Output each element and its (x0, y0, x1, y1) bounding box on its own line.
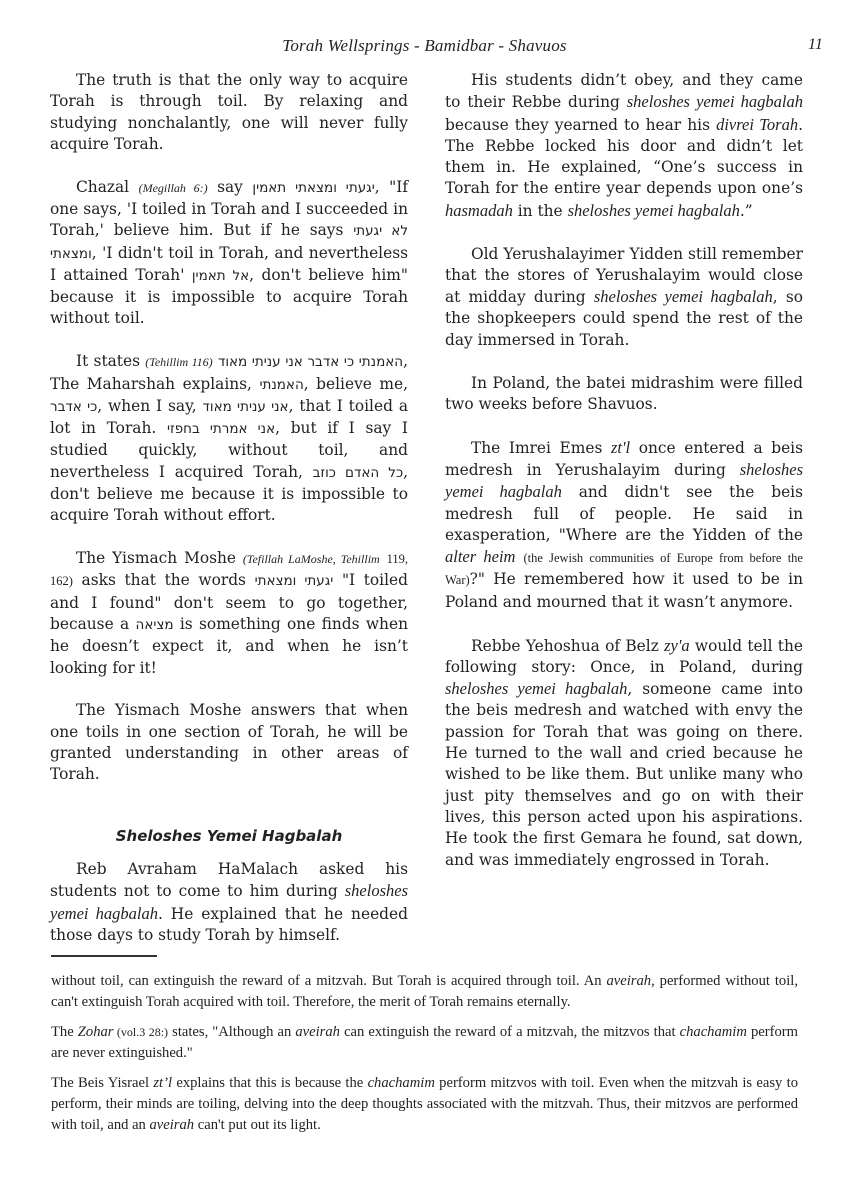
hebrew-quote: אני עניתי מאוד (202, 398, 289, 415)
paragraph (50, 548, 408, 679)
text: , "If one says, 'I toiled in Torah and I succeeded in Torah,' believe him. But if he says (50, 177, 409, 240)
text: , performed without toil, can't extinguish Torah acquired with toil. Therefore, the merit of Torah remains eternally. (51, 973, 798, 1010)
text: . He explained that he needed those days to study Torah by himself. (50, 904, 408, 944)
parenthetical-note: (the Jewish communities of Europe from before the War) (445, 551, 803, 588)
paragraph (445, 244, 803, 351)
italic-term: sheloshes yemei hagbalah (445, 459, 803, 502)
running-header (0, 36, 849, 60)
paragraph (445, 70, 803, 222)
text: , 'I didn't toil in Torah, and nevertheless I attained Torah' (50, 243, 408, 284)
text: , believe me, (303, 374, 408, 393)
italic-term: sheloshes yemei hagbalah (593, 287, 773, 307)
italic-term: zt’l (153, 1075, 173, 1092)
text: The Imrei Emes (471, 438, 611, 457)
text: , that I toiled a lot in Torah. (50, 396, 408, 438)
text: perform mitzvos with toil. Even when the mitzvah is easy to perform, their minds are toiling, delving into the deep thoughts associated with the mitzvah. Thus, their mitzvos are performed with toil, and an (51, 1075, 799, 1133)
hebrew-quote: יגעתי ומצאתי תאמין (252, 179, 375, 196)
source-citation: (Megillah 6:) (138, 180, 208, 195)
paragraph (445, 437, 803, 613)
source-citation-cont: 119, 162) (50, 552, 408, 589)
text: would tell the following story: Once, in Poland, during (445, 636, 803, 676)
text: can extinguish the reward of a mitzvah, the mitzvos that (339, 1024, 680, 1041)
hebrew-quote: יגעתי ומצאתי (254, 573, 334, 590)
italic-term: sheloshes yemei hagbalah (567, 200, 740, 220)
paragraph (50, 859, 408, 946)
italic-term: aveirah (149, 1116, 195, 1133)
text: Chazal (76, 177, 139, 196)
text: . The Rebbe locked his door and didn’t let them in. He explained, “One’s success in Torah for the entire year depends upon one’s (445, 115, 803, 198)
italic-term: sheloshes yemei hagbalah (445, 679, 628, 699)
text: The (51, 1024, 78, 1041)
italic-term: zt'l (610, 437, 631, 457)
text: asks that the words (72, 571, 255, 590)
text: is something one finds when he doesn’t expect it, and when he isn’t looking for it! (50, 615, 408, 677)
page-number: 11 (808, 36, 823, 53)
text: Old Yerushalayimer Yidden still remember that the stores of Yerushalayim would close at midday during (445, 244, 803, 307)
text: "I toiled and I found" don't seem to go together, because a (50, 571, 408, 634)
text: Rebbe Yehoshua of Belz (471, 636, 665, 655)
italic-term: chachamim (367, 1075, 435, 1092)
italic-term: Zohar (77, 1024, 114, 1041)
hebrew-quote: אל תאמין (191, 267, 250, 284)
source-citation: (vol.3 28:) (113, 1025, 169, 1040)
text: The Yismach Moshe (76, 549, 243, 568)
paragraph: The truth is that the only way to acquire Torah is through toil. By relaxing and studying nonchalantly, one will never fully acquire Torah. (50, 71, 408, 153)
italic-term: chachamim (679, 1024, 747, 1041)
text: and didn't see the beis medresh full of people. He said in exasperation, "Where are the Yidden of the (445, 483, 803, 544)
hebrew-quote: האמנתי כי אדבר אני עניתי מאוד (217, 354, 404, 371)
text: say (207, 177, 253, 196)
italic-term: zy'a (664, 635, 690, 655)
text: , The Maharshah explains, (50, 352, 408, 393)
section-heading: Sheloshes Yemei Hagbalah (115, 826, 343, 845)
footnote (51, 1022, 798, 1063)
text: can't put out its light. (194, 1116, 321, 1133)
text: perform are never extinguished." (51, 1024, 799, 1061)
text: ?" He remembered how it used to be in Poland and mourned that it wasn’t anymore. (445, 570, 803, 611)
book-title: Torah Wellsprings - Bamidbar - Shavuos (282, 36, 567, 55)
italic-term: sheloshes yemei hagbalah (50, 881, 408, 923)
hebrew-quote: כל האדם כוזב (312, 464, 404, 481)
paragraph (50, 351, 408, 526)
italic-term: aveirah (295, 1024, 340, 1041)
footnote-separator (51, 955, 157, 957)
text: , don't believe him" because it is impossible to acquire Torah without toil. (50, 265, 408, 328)
text: in the (512, 201, 568, 220)
text: , someone came into the beis medresh and watched with envy the passion for Torah that was going on there. He turned to the wall and cried because he wished to be like them. But unlike many who just pity themselves and go on with their lives, this person acted upon his aspirations. He took the first Gemara he found, sat down, and was immediately engrossed in Torah. (445, 680, 803, 869)
italic-term: divrei Torah (716, 114, 799, 134)
hebrew-quote: לא יגעתי ומצאתי (50, 223, 408, 262)
text: His students didn’t obey, and they came to their Rebbe during (445, 71, 803, 112)
paragraph: The Yismach Moshe answers that when one toils in one section of Torah, he will be granted understanding in other areas of Torah. (50, 701, 408, 784)
text: because they yearned to hear his (445, 115, 717, 134)
text: states, "Although an (168, 1024, 296, 1041)
italic-term: hasmadah (445, 200, 513, 220)
text: The Beis Yisrael (51, 1075, 154, 1092)
text: once entered a beis medresh in Yerushalayim during (445, 438, 804, 479)
paragraph: In Poland, the batei midrashim were filled two weeks before Shavuos. (445, 373, 803, 413)
footnote (51, 971, 798, 1012)
text: .” (739, 201, 753, 220)
hebrew-quote: כי אדבר (50, 398, 98, 415)
left-column (50, 70, 408, 968)
text: , so the shopkeepers could spend the rest of the day immersed in Torah. (445, 288, 803, 349)
hebrew-quote: מציאה (135, 617, 174, 634)
source-citation: (Tefillah LaMoshe, Tehillim (242, 552, 380, 567)
text: , don't believe me because it is impossible to acquire Torah without effort. (50, 462, 408, 525)
text: , but if I say I studied quickly, without toil, and nevertheless I acquired Torah, (50, 419, 409, 481)
right-column (445, 70, 803, 892)
italic-term: aveirah (606, 973, 652, 989)
paragraph (445, 635, 803, 871)
hebrew-quote: אני אמרתי בחפזי (167, 421, 276, 438)
footnote (51, 1073, 798, 1135)
text: It states (76, 352, 146, 371)
text: explains that this is because the (172, 1075, 368, 1092)
italic-term: alter heim (445, 547, 516, 567)
italic-term: sheloshes yemei hagbalah (626, 92, 803, 112)
paragraph (50, 177, 408, 330)
text: , when I say, (97, 396, 203, 415)
hebrew-quote: האמנתי (259, 376, 304, 393)
text: without toil, can extinguish the reward of a mitzvah. But Torah is acquired through toil. An (51, 973, 607, 989)
footnotes (51, 971, 798, 1145)
text: Reb Avraham HaMalach asked his students not to come to him during (50, 859, 408, 901)
source-citation: (Tehillim 116) (145, 355, 213, 370)
